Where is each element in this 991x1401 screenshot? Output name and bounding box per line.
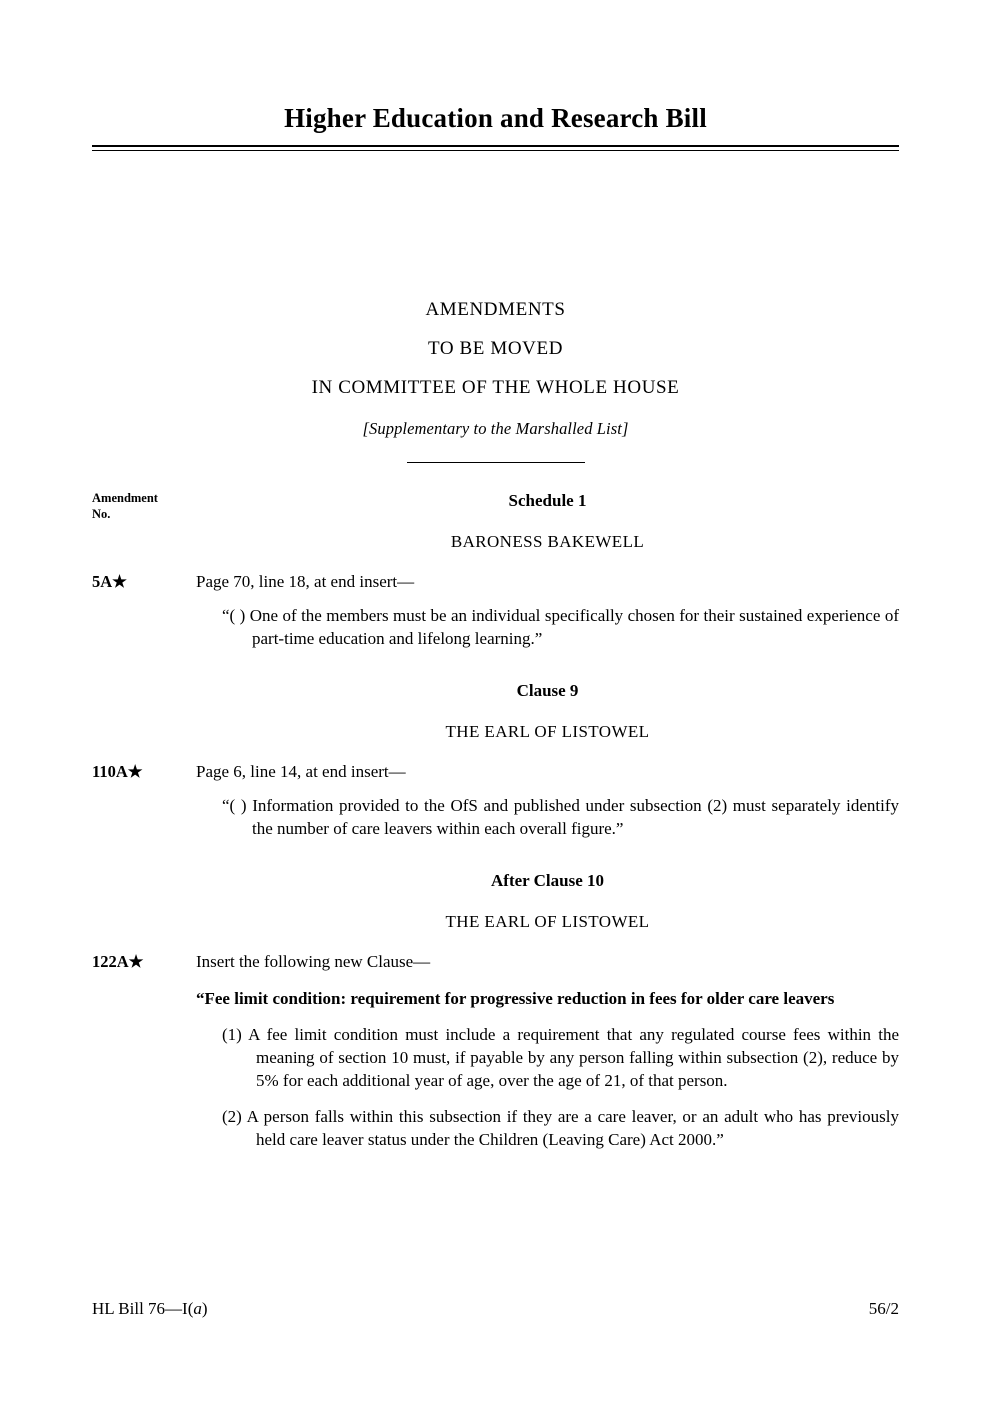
amendment-instruction: Page 6, line 14, at end insert—: [196, 761, 406, 781]
page-title: Higher Education and Research Bill: [284, 103, 707, 133]
heading-line-2: TO BE MOVED: [427, 338, 564, 359]
amendment-entry: [92, 761, 899, 782]
section-member: THE EARL OF LISTOWEL: [445, 721, 650, 741]
amendments-heading: [92, 299, 899, 463]
heading-supplementary: [Supplementary to the Marshalled List]: [362, 419, 629, 438]
amendment-number: 110A★: [92, 761, 143, 781]
heading-line-3: IN COMMITTEE OF THE WHOLE HOUSE: [311, 377, 680, 398]
amendment-no-column-label: Amendment No.: [92, 491, 158, 521]
new-clause-subsection: (2) A person falls within this subsection if they are a care leaver, or an adult who has previously held care leaver status under the Children (Leaving Care) Act 2000.”: [222, 1106, 899, 1150]
amendment-section: [92, 870, 899, 1152]
page-footer: [92, 1299, 899, 1319]
section-heading: Clause 9: [516, 680, 579, 700]
heading-divider: [407, 462, 585, 463]
bill-reference-suffix: ): [201, 1299, 208, 1318]
new-clause-title: “Fee limit condition: requirement for progressive reduction in fees for older care leavers: [196, 988, 835, 1008]
amendment-instruction: Insert the following new Clause—: [196, 951, 431, 971]
amendment-entry: [92, 572, 899, 592]
new-clause-subsection: (1) A fee limit condition must include a requirement that any regulated course fees within the meaning of section 10 must, if payable by any person falling within subsection (2), reduce by 5% for each additional year of age, over the age of 21, of that person.: [222, 1024, 899, 1091]
title-rule: [92, 145, 899, 151]
amendment-section: [92, 680, 899, 841]
amendment-number: 5A★: [92, 572, 127, 591]
amendment-entry: [92, 951, 899, 972]
amendment-quote: “( ) Information provided to the OfS and published under subsection (2) must separately identify the number of care leavers within each overall figure.”: [222, 795, 899, 839]
section-heading: Schedule 1: [508, 491, 587, 510]
page-number: 56/2: [868, 1299, 899, 1318]
heading-line-1: AMENDMENTS: [425, 299, 566, 320]
section-member: THE EARL OF LISTOWEL: [445, 911, 650, 931]
amendment-number: 122A★: [92, 951, 144, 971]
section-member: BARONESS BAKEWELL: [450, 532, 645, 551]
amendment-instruction: Page 70, line 18, at end insert—: [196, 572, 415, 591]
amendments-body: [92, 491, 899, 1152]
section-heading: After Clause 10: [491, 870, 604, 890]
bill-reference-prefix: HL Bill 76—I(: [92, 1299, 194, 1318]
bill-reference: [92, 1299, 208, 1319]
bill-reference-italic: a: [193, 1299, 202, 1318]
amendment-quote: “( ) One of the members must be an individual specifically chosen for their sustained experience of part-time education and lifelong learning.”: [222, 606, 899, 649]
